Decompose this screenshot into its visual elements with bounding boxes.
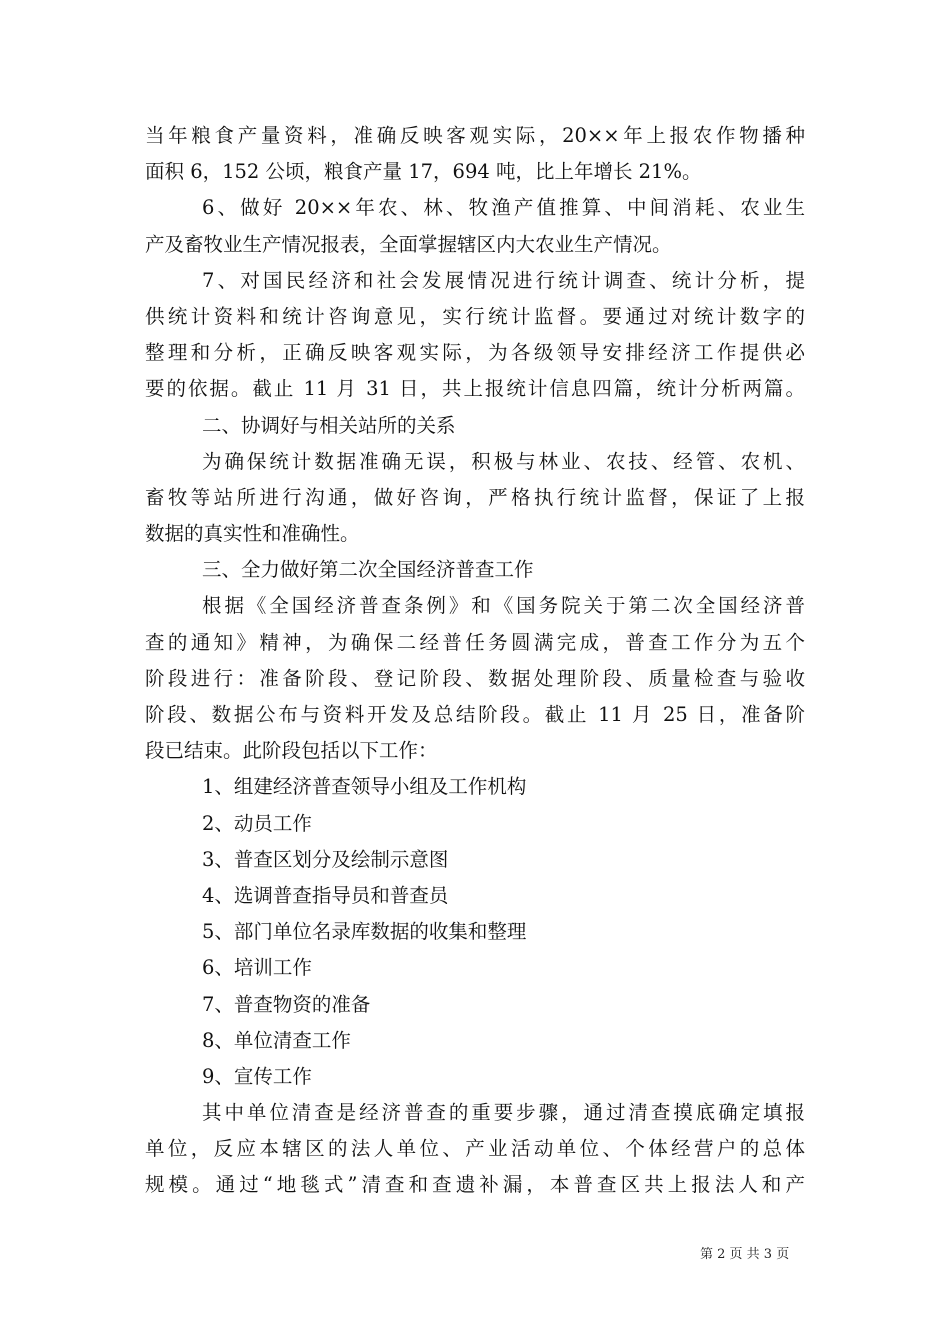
text-line-16: 阶段进行：准备阶段、登记阶段、数据处理阶段、质量检查与验收	[145, 666, 805, 690]
text-line-3: 6、做好 20××年农、林、牧渔产值推算、中间消耗、农业生	[202, 196, 805, 220]
text-line-17: 阶段、数据公布与资料开发及总结阶段。截止 11 月 25 日，准备阶	[145, 703, 805, 726]
list-item-8: 8、单位清查工作	[202, 1028, 351, 1052]
list-item-6: 6、培训工作	[202, 956, 312, 980]
list-item-4: 4、选调普查指导员和普查员	[202, 883, 449, 907]
text-line-12: 数据的真实性和准确性。	[145, 522, 360, 546]
text-line-10: 为确保统计数据准确无误，积极与林业、农技、经管、农机、	[202, 449, 805, 473]
text-line-5: 7、对国民经济和社会发展情况进行统计调查、统计分析，提	[202, 268, 805, 292]
text-line-15: 查的通知》精神，为确保二经普任务圆满完成，普查工作分为五个	[145, 630, 805, 654]
list-item-5: 5、部门单位名录库数据的收集和整理	[202, 920, 527, 944]
text-line-14: 根据《全国经济普查条例》和《国务院关于第二次全国经济普	[202, 594, 805, 618]
list-item-9: 9、宣传工作	[202, 1064, 312, 1088]
text-line-6: 供统计资料和统计咨询意见，实行统计监督。要通过对统计数字的	[145, 304, 805, 328]
text-line-29: 单位，反应本辖区的法人单位、产业活动单位、个体经营户的总体	[145, 1137, 805, 1161]
list-item-2: 2、动员工作	[202, 811, 312, 835]
document-body	[145, 118, 805, 1204]
section-heading-3: 三、全力做好第二次全国经济普查工作	[202, 558, 534, 582]
text-line-7: 整理和分析，正确反映客观实际，为各级领导安排经济工作提供必	[145, 341, 805, 365]
text-line-18: 段已结束。此阶段包括以下工作：	[145, 739, 438, 763]
text-line-8: 要的依据。截止 11 月 31 日，共上报统计信息四篇，统计分析两篇。	[145, 377, 805, 401]
text-line-30: 规模。通过“地毯式”清查和查遗补漏，本普查区共上报法人和产	[145, 1173, 805, 1197]
text-line-11: 畜牧等站所进行沟通，做好咨询，严格执行统计监督，保证了上报	[145, 485, 805, 509]
text-line-28: 其中单位清查是经济普查的重要步骤，通过清查摸底确定填报	[202, 1101, 805, 1125]
section-heading-2: 二、协调好与相关站所的关系	[202, 413, 456, 437]
list-item-7: 7、普查物资的准备	[202, 992, 371, 1016]
text-line-4: 产及畜牧业生产情况报表，全面掌握辖区内大农业生产情况。	[145, 232, 672, 256]
list-item-3: 3、普查区划分及绘制示意图	[202, 847, 449, 871]
text-line-1: 当年粮食产量资料，准确反映客观实际，20××年上报农作物播种	[145, 124, 805, 147]
page-number-footer: 第 2 页 共 3 页	[700, 1247, 790, 1262]
list-item-1: 1、组建经济普查领导小组及工作机构	[202, 775, 527, 799]
text-line-2: 面积 6，152 公顷，粮食产量 17，694 吨，比上年增长 21%。	[145, 160, 702, 184]
